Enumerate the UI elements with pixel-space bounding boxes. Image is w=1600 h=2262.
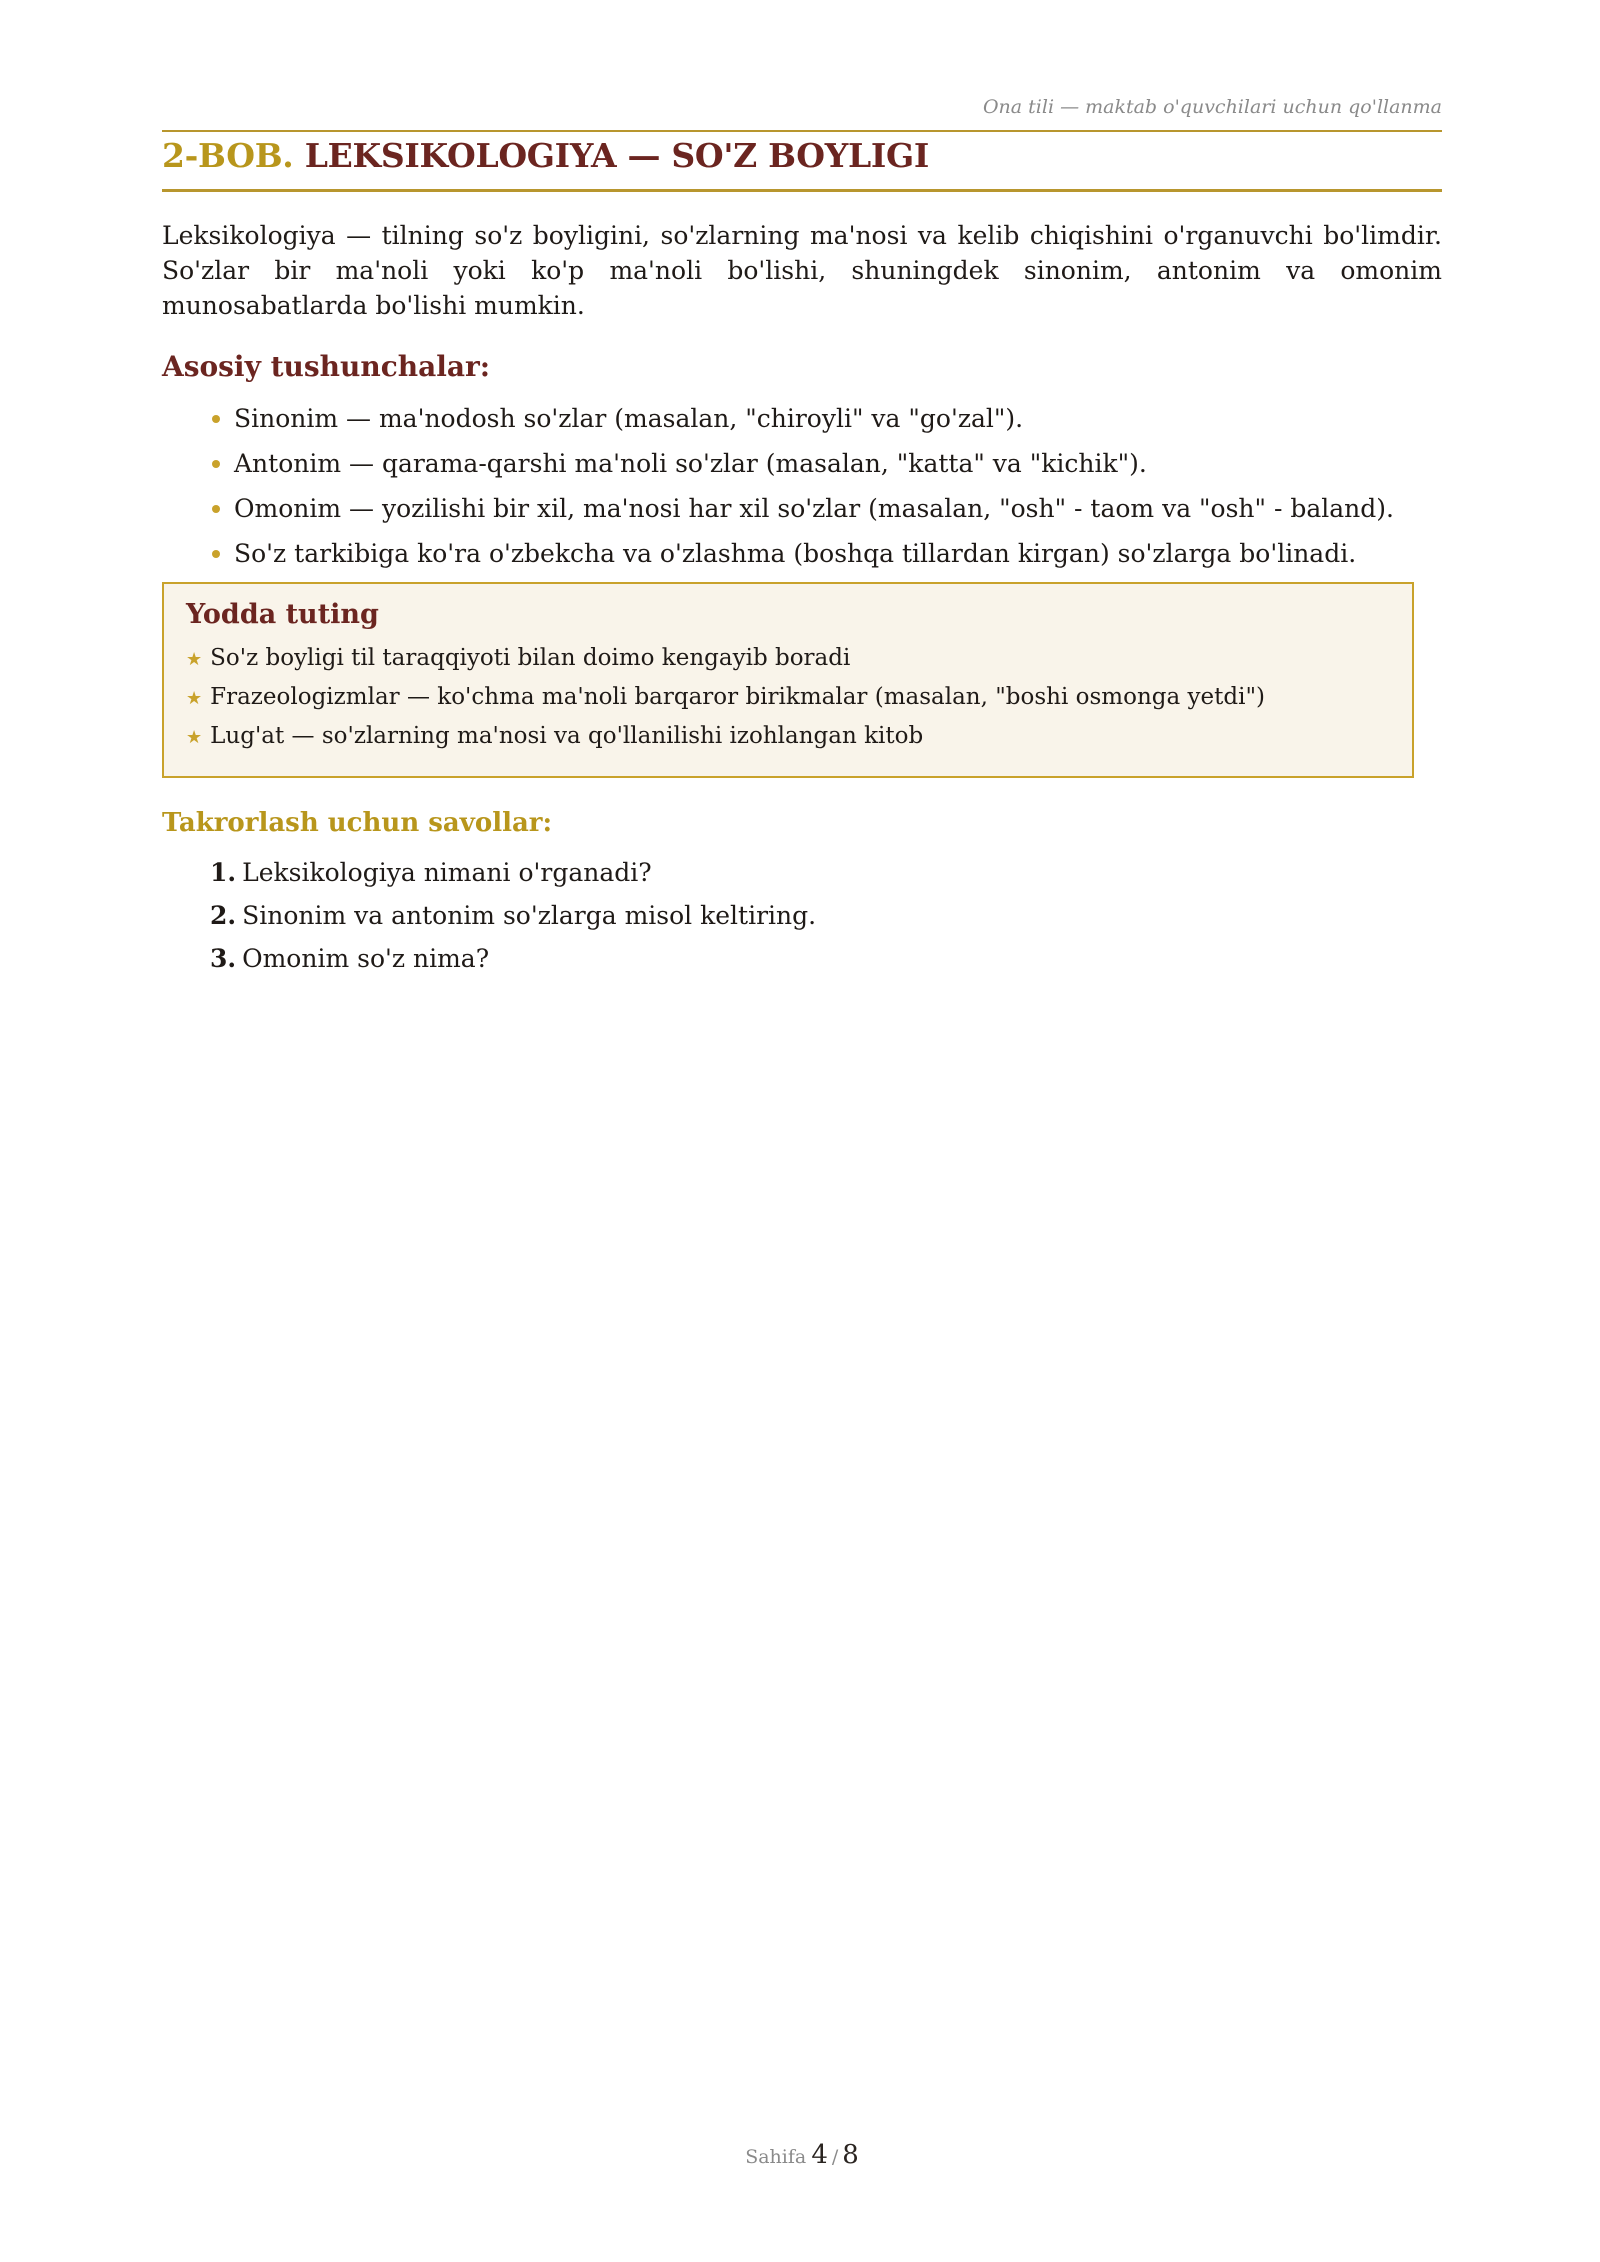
bullet-dot-icon	[212, 505, 220, 513]
question-item	[210, 942, 816, 985]
star-icon: ★	[186, 727, 203, 748]
callout-list	[186, 642, 1412, 759]
list-item-text: So'z tarkibiga ko'ra o'zbekcha va o'zlashma (boshqa tillardan kirgan) so'zlarga bo'linadi.	[234, 539, 1357, 568]
question-number: 3.	[210, 944, 237, 973]
list-item	[186, 681, 1412, 720]
list-item	[212, 492, 1442, 537]
question-item	[210, 899, 816, 942]
list-item-text: So'z boyligi til taraqqiyoti bilan doimo kengayib boradi	[210, 645, 851, 671]
star-icon: ★	[186, 649, 203, 670]
running-header: Ona tili — maktab o'quvchilari uchun qo'llanma	[982, 96, 1442, 118]
remember-callout-box	[162, 582, 1414, 778]
list-item	[186, 642, 1412, 681]
bullet-dot-icon	[212, 550, 220, 558]
chapter-title	[162, 136, 929, 175]
question-text: Omonim so'z nima?	[242, 944, 490, 973]
chapter-name: LEKSIKOLOGIYA — SO'Z BOYLIGI	[304, 136, 930, 175]
star-icon: ★	[186, 688, 203, 709]
concept-list	[212, 402, 1442, 582]
question-item	[210, 856, 816, 899]
page-footer	[162, 2140, 1442, 2170]
list-item	[212, 447, 1442, 492]
bullet-dot-icon	[212, 460, 220, 468]
document-page	[162, 0, 1442, 2262]
question-text: Leksikologiya nimani o'rganadi?	[242, 858, 652, 887]
header-rule-top	[162, 130, 1442, 132]
total-page-count: 8	[842, 2140, 859, 2170]
list-item	[212, 402, 1442, 447]
callout-title: Yodda tuting	[186, 599, 379, 630]
chapter-number: 2-BOB.	[162, 136, 294, 175]
review-heading: Takrorlash uchun savollar:	[162, 808, 553, 838]
intro-paragraph: Leksikologiya — tilning so'z boyligini, so'zlarning ma'nosi va kelib chiqishini o'rganuvchi bo'limdir. So'zlar bir ma'noli yoki ko'p ma'noli bo'lishi, shuningdek sinonim, antonim va omonim munosabatlarda bo'lishi mumkin.	[162, 221, 1442, 320]
list-item	[212, 537, 1442, 582]
bullet-dot-icon	[212, 415, 220, 423]
list-item-text: Antonim — qarama-qarshi ma'noli so'zlar (masalan, "katta" va "kichik").	[234, 449, 1147, 478]
question-text: Sinonim va antonim so'zlarga misol keltiring.	[242, 901, 817, 930]
list-item-text: Lug'at — so'zlarning ma'nosi va qo'llanilishi izohlangan kitob	[210, 723, 924, 749]
question-list	[210, 856, 816, 985]
page-separator: /	[831, 2146, 839, 2168]
question-number: 1.	[210, 858, 237, 887]
page-label: Sahifa	[745, 2146, 807, 2168]
list-item-text: Sinonim — ma'nodosh so'zlar (masalan, "chiroyli" va "go'zal").	[234, 404, 1024, 433]
list-item	[186, 720, 1412, 759]
concepts-heading: Asosiy tushunchalar:	[162, 350, 491, 383]
current-page-number: 4	[811, 2140, 828, 2170]
header-rule-bottom	[162, 189, 1442, 192]
list-item-text: Omonim — yozilishi bir xil, ma'nosi har xil so'zlar (masalan, "osh" - taom va "osh" - baland).	[234, 494, 1394, 523]
list-item-text: Frazeologizmlar — ko'chma ma'noli barqaror birikmalar (masalan, "boshi osmonga yetdi")	[210, 684, 1266, 710]
question-number: 2.	[210, 901, 237, 930]
